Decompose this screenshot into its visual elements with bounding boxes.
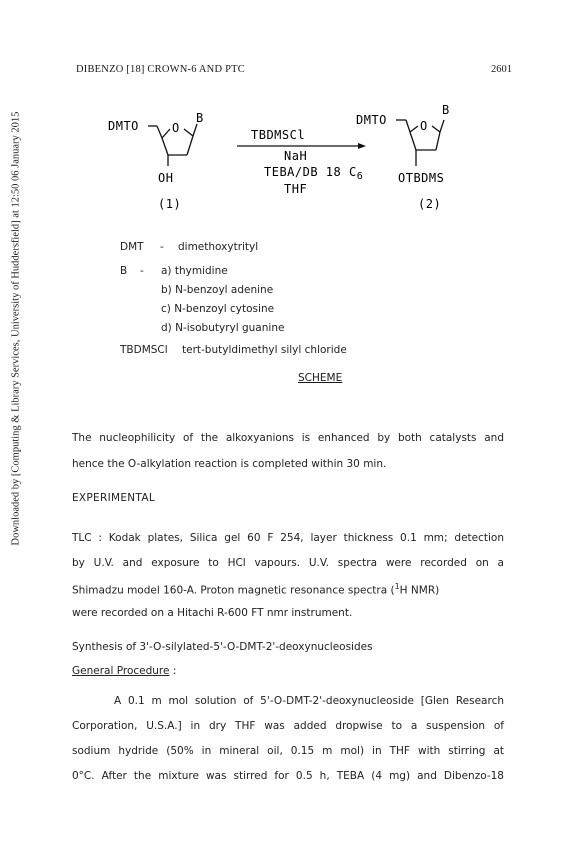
- reagents: [237, 128, 366, 196]
- legend-key-tbdmscl: TBDMSCl: [120, 344, 168, 356]
- reagent-teba-db18c: TEBA/DB 18 $C_6$: [264, 165, 364, 182]
- synthesis-heading: Synthesis of 3'-O-silylated-5'-O-DMT-2'-deoxynucleosides: [72, 641, 373, 653]
- product-base-b: B: [442, 103, 450, 117]
- section-heading-experimental: EXPERIMENTAL: [72, 492, 155, 504]
- tlc-line-2: by U.V. and exposure to HCl vapours. U.V. spectra were recorded on a: [72, 557, 504, 569]
- paragraph-1-line-1: The nucleophilicity of the alkoxyanions is enhanced by both catalysts and: [72, 432, 504, 444]
- reactant-dmto-label: DMTO: [108, 119, 139, 133]
- product-otbdms-group: OTBDMS: [398, 171, 445, 185]
- product-number: (2): [418, 197, 442, 211]
- legend-item-d: d) N-isobutyryl guanine: [161, 322, 285, 334]
- tlc-line-1: TLC : Kodak plates, Silica gel 60 F 254, layer thickness 0.1 mm; detection: [72, 532, 504, 544]
- reactant-structure: [108, 111, 204, 211]
- reactant-oh-group: OH: [158, 171, 174, 185]
- reactant-number: (1): [158, 197, 182, 211]
- tlc-line-3: Shimadzu model 160-A. Proton magnetic resonance spectra ($^1$H NMR): [72, 582, 440, 597]
- reactant-ring-oxygen: O: [172, 121, 180, 135]
- running-header: DIBENZO [18] CROWN-6 AND PTC: [76, 64, 245, 75]
- download-watermark: Downloaded by [Computing & Library Services, University of Huddersfield] at 12:50 06 January 2015: [10, 111, 22, 546]
- reagent-tbdmscl: TBDMSCl: [251, 128, 306, 142]
- procedure-line-4: 0°C. After the mixture was stirred for 0.5 h, TEBA (4 mg) and Dibenzo-18: [72, 770, 504, 782]
- legend-dash-dmt: -: [160, 241, 164, 253]
- procedure-line-3: sodium hydride (50% in mineral oil, 0.15 m mol) in THF with stirring at: [72, 745, 504, 757]
- reaction-scheme: [100, 100, 500, 230]
- legend-value-dmt: dimethoxytrityl: [178, 241, 259, 253]
- procedure-line-1: A 0.1 m mol solution of 5'-O-DMT-2'-deoxynucleoside [Glen Research: [114, 695, 504, 707]
- legend-dash-b: -: [140, 265, 144, 277]
- product-structure: [356, 103, 450, 211]
- legend-item-c: c) N-benzoyl cytosine: [161, 303, 275, 315]
- page-number: 2601: [491, 64, 512, 75]
- legend-key-b: B: [120, 265, 128, 277]
- tlc-line-4: were recorded on a Hitachi R-600 FT nmr instrument.: [72, 607, 353, 619]
- paragraph-1-line-2: hence the O-alkylation reaction is completed within 30 min.: [72, 458, 387, 470]
- reagent-nah: NaH: [284, 149, 308, 163]
- scheme-caption: SCHEME: [298, 372, 343, 384]
- procedure-line-2: Corporation, U.S.A.] in dry THF was added dropwise to a suspension of: [72, 720, 504, 732]
- general-procedure-heading: General Procedure :: [72, 665, 177, 677]
- reagent-thf: THF: [284, 182, 308, 196]
- legend-item-a: a) thymidine: [161, 265, 228, 277]
- product-dmto-label: DMTO: [356, 113, 387, 127]
- legend-key-dmt: DMT: [120, 241, 144, 253]
- product-ring-oxygen: O: [420, 119, 428, 133]
- reactant-base-b: B: [196, 111, 204, 125]
- arrow-head: [358, 143, 366, 149]
- legend-item-b: b) N-benzoyl adenine: [161, 284, 274, 296]
- legend-value-tbdmscl: tert-butyldimethyl silyl chloride: [182, 344, 347, 356]
